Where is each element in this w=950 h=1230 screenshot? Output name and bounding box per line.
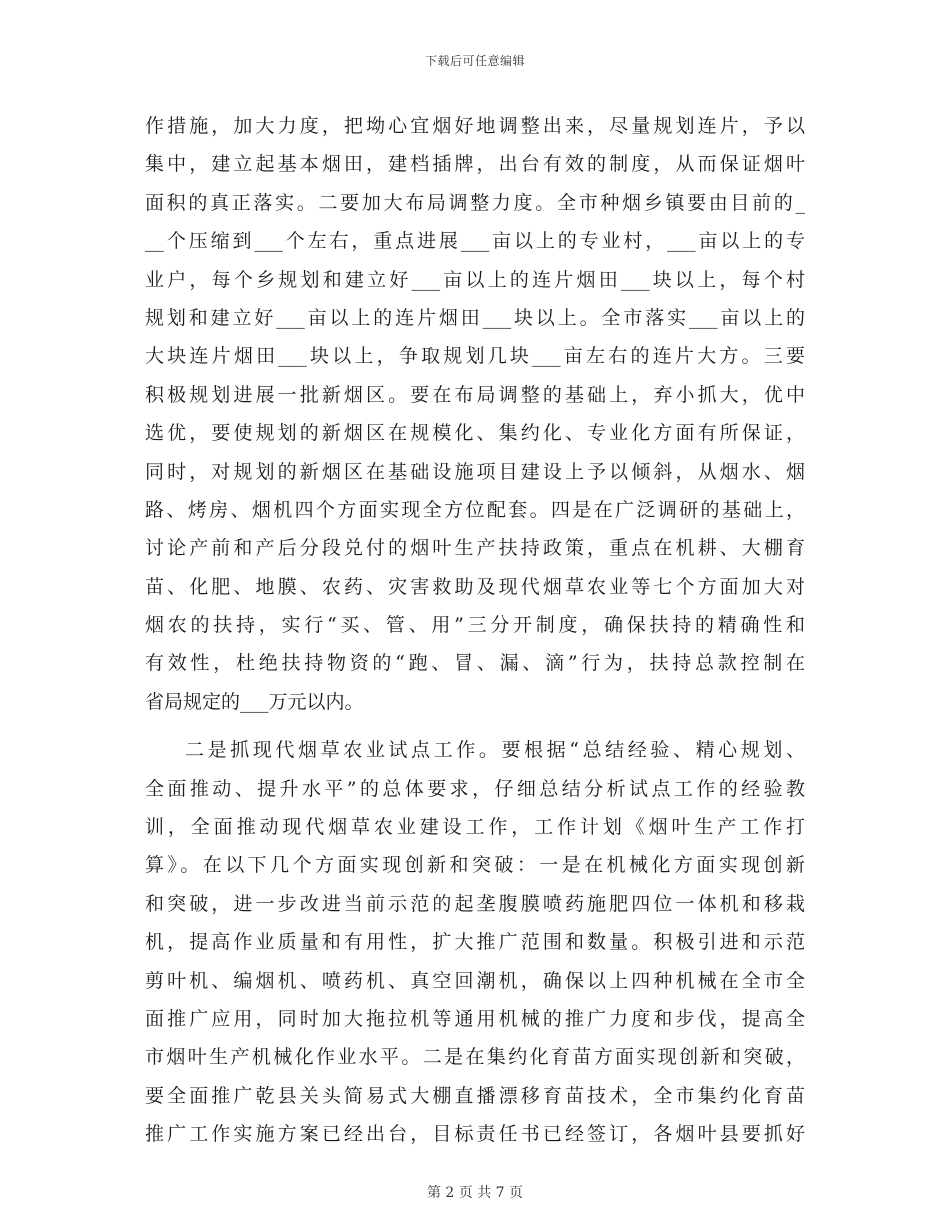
text-line: 训，全面推动现代烟草农业建设工作，工作计划《烟叶生产工作打 <box>145 816 805 839</box>
text-line: 苗、化肥、地膜、农药、灾害救助及现代烟草农业等七个方面加大对 <box>145 575 805 598</box>
text-line: 二是抓现代烟草农业试点工作。要根据“总结经验、精心规划、 <box>185 739 805 762</box>
text-line: 选优，要使规划的新烟区在规模化、集约化、专业化方面有所保证， <box>145 422 805 445</box>
text-line: 算》。在以下几个方面实现创新和突破：一是在机械化方面实现创新 <box>145 854 805 877</box>
paragraph-2 <box>145 731 805 1153</box>
paragraph-1 <box>145 107 805 721</box>
text-line: 剪叶机、编烟机、喷药机、真空回潮机，确保以上四种机械在全市全 <box>145 969 805 992</box>
text-line: 集中，建立起基本烟田，建档插牌，出台有效的制度，从而保证烟叶 <box>145 153 805 176</box>
text-line: 机，提高作业质量和有用性，扩大推广范围和数量。积极引进和示范 <box>145 931 805 954</box>
text-line: 规划和建立好___亩以上的连片烟田___块以上。全市落实___亩以上的 <box>145 306 805 329</box>
text-line: 大块连片烟田___块以上，争取规划几块___亩左右的连片大方。三要 <box>145 345 805 368</box>
paragraph-gap <box>145 721 805 731</box>
text-line: 市烟叶生产机械化作业水平。二是在集约化育苗方面实现创新和突破， <box>145 1046 805 1069</box>
text-line: 面积的真正落实。二要加大布局调整力度。全市种烟乡镇要由目前的_ <box>145 191 805 214</box>
text-line: 同时，对规划的新烟区在基础设施项目建设上予以倾斜，从烟水、烟 <box>145 460 805 483</box>
text-line: 要全面推广乾县关头简易式大棚直播漂移育苗技术，全市集约化育苗 <box>145 1084 805 1107</box>
text-line: 作措施，加大力度，把坳心宜烟好地调整出来，尽量规划连片，予以 <box>145 115 805 137</box>
text-line: 积极规划进展一批新烟区。要在布局调整的基础上，弃小抓大，优中 <box>145 383 805 406</box>
text-line: 业户，每个乡规划和建立好___亩以上的连片烟田___块以上，每个村 <box>145 268 805 291</box>
page-number: 第 2 页 共 7 页 <box>426 1185 524 1201</box>
text-line: 路、烤房、烟机四个方面实现全方位配套。四是在广泛调研的基础上， <box>145 498 805 521</box>
page-header: 下载后可任意编辑 <box>424 54 525 68</box>
document-body <box>145 107 805 1154</box>
text-line: 省局规定的___万元以内。 <box>145 690 364 713</box>
text-line: 全面推动、提升水平”的总体要求，仔细总结分析试点工作的经验教 <box>145 777 805 800</box>
text-line: 推广工作实施方案已经出台，目标责任书已经签订，各烟叶县要抓好 <box>145 1123 805 1146</box>
text-line: 讨论产前和产后分段兑付的烟叶生产扶持政策，重点在机耕、大棚育 <box>145 537 805 560</box>
text-line: 和突破，进一步改进当前示范的起垄腹膜喷药施肥四位一体机和移栽 <box>145 892 805 915</box>
text-line: __个压缩到___个左右，重点进展___亩以上的专业村，___亩以上的专 <box>145 230 805 253</box>
text-line: 有效性，杜绝扶持物资的“跑、冒、漏、滴”行为，扶持总款控制在 <box>145 652 805 675</box>
text-line: 面推广应用，同时加大拖拉机等通用机械的推广力度和步伐，提高全 <box>145 1007 805 1030</box>
text-line: 烟农的扶持，实行“买、管、用”三分开制度，确保扶持的精确性和 <box>145 614 805 637</box>
